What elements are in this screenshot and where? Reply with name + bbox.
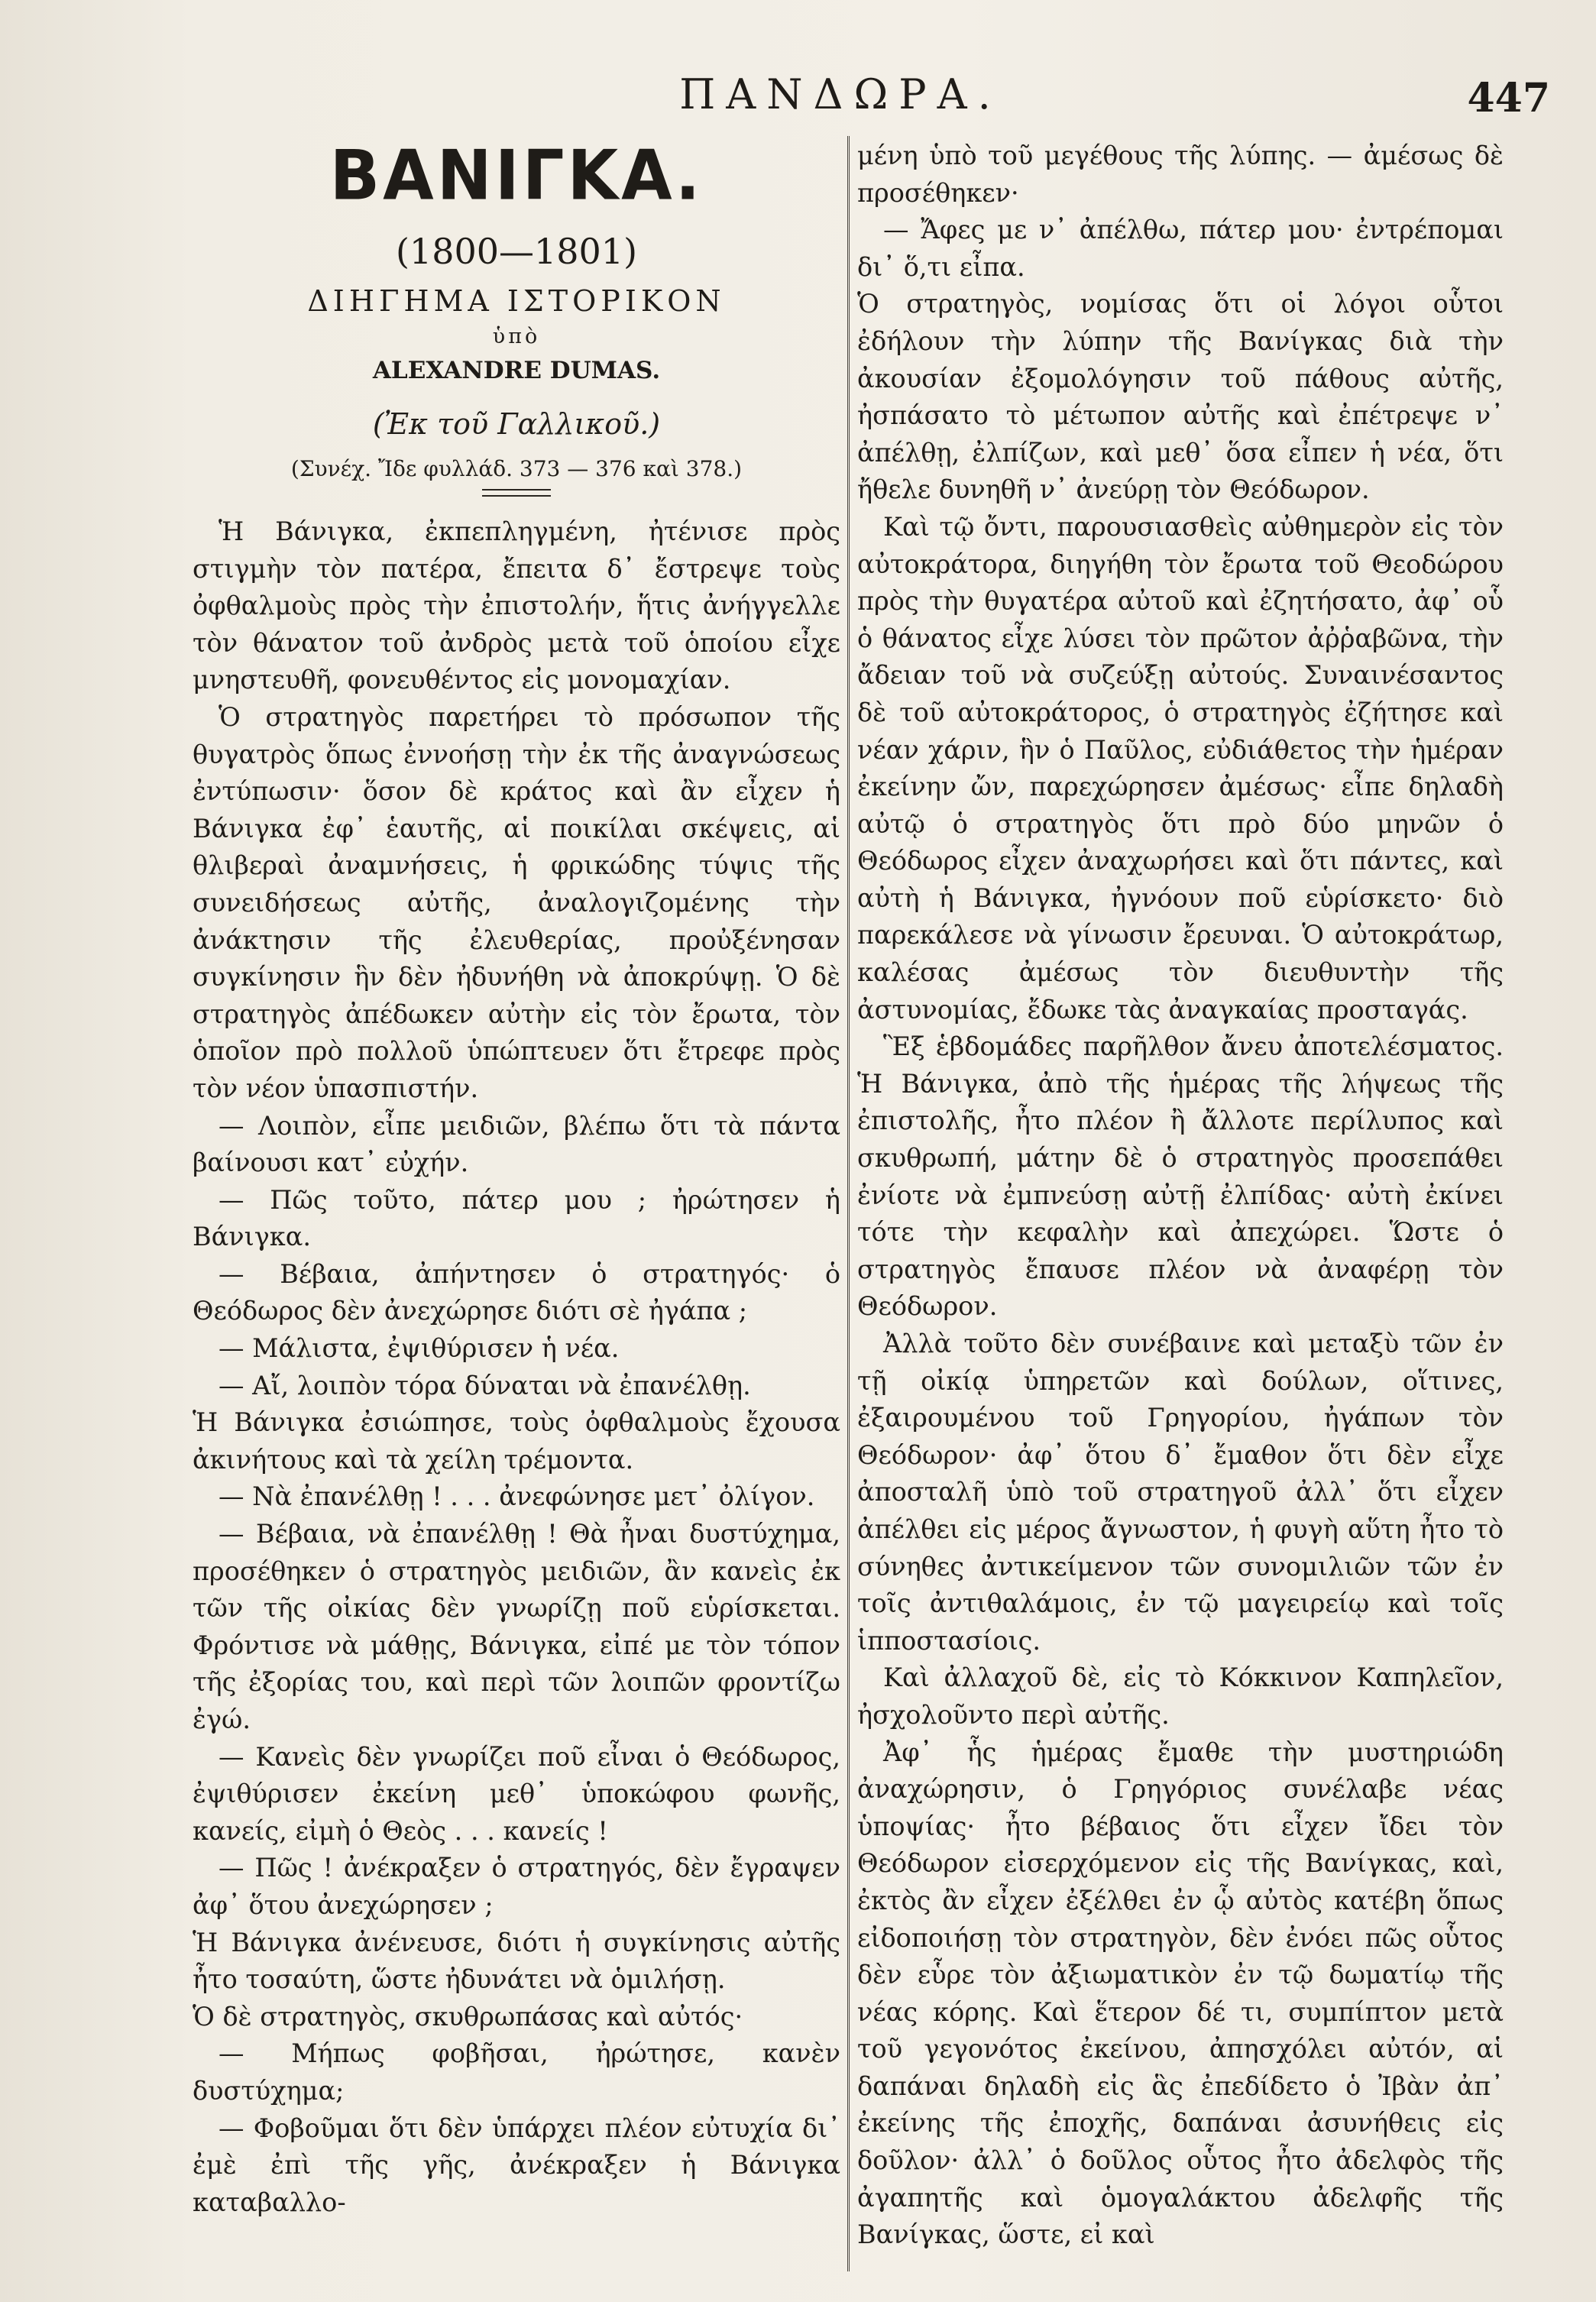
- paragraph: Ὁ στρατηγὸς παρετήρει τὸ πρόσωπον τῆς θυγατρὸς ὅπως ἐννοήσῃ τὴν ἐκ τῆς ἀναγνώσεως ἐντύπωσιν· ὅσον δὲ κράτος καὶ ἂν εἶχεν ἡ Βάνιγκα ἐφ᾽ ἑαυτῆς, αἱ ποικίλαι σκέψεις, αἱ θλιβεραὶ ἀναμνήσεις, ἡ φρικώδης τύψις τῆς συνειδήσεως αὐτῆς, ἀναλογιζομένης τὴν ἀνάκτησιν τῆς ἐλευθερίας, προὐξένησαν συγκίνησιν ἣν δὲν ἠδυνήθη νὰ ἀποκρύψῃ. Ὁ δὲ στρατηγὸς ἀπέδωκεν αὐτὴν εἰς τὸν ἔρωτα, τὸν ὁποῖον πρὸ πολλοῦ ὑπώπτευεν ὅτι ἔτρεφε πρὸς τὸν νέον ὑπασπιστήν.: [193, 701, 840, 1103]
- paragraph: Ἡ Βάνιγκα ἀνένευσε, διότι ἡ συγκίνησις αὐτῆς ἦτο τοσαύτη, ὥστε ἠδυνάτει νὰ ὁμιλήσῃ.: [193, 1927, 840, 1995]
- story-heading: [193, 135, 840, 497]
- dialogue-line: — Βέβαια, νὰ ἐπανέλθῃ ! Θὰ ἦναι δυστύχημα, προσέθηκεν ὁ στρατηγὸς μειδιῶν, ἂν κανεὶς ἐκ τῶν τῆς οἰκίας δὲν γνωρίζῃ ποῦ εὑρίσκεται. Φρόντισε νὰ μάθῃς, Βάνιγκα, εἰπέ με τὸν τόπον τῆς ἐξορίας του, καὶ περὶ τῶν λοιπῶν φροντίζω ἐγώ.: [193, 1519, 840, 1734]
- dialogue-line: — Φοβοῦμαι ὅτι δὲν ὑπάρχει πλέον εὐτυχία δι᾽ ἐμὲ ἐπὶ τῆς γῆς, ἀνέκραξεν ἡ Βάνιγκα καταβαλλο-: [193, 2113, 840, 2217]
- paragraph: μένη ὑπὸ τοῦ μεγέθους τῆς λύπης. — ἀμέσως δὲ προσέθηκεν·: [857, 141, 1504, 208]
- story-title: ΒΑΝΙΓΚΑ.: [329, 135, 704, 216]
- paragraph: Ἡ Βάνιγκα ἐσιώπησε, τοὺς ὀφθαλμοὺς ἔχουσα ἀκινήτους καὶ τὰ χείλη τρέμοντα.: [193, 1407, 840, 1475]
- running-title: ΠΑΝΔΩΡΑ.: [679, 70, 1002, 118]
- paragraph: Καὶ τῷ ὄντι, παρουσιασθεὶς αὐθημερὸν εἰς τὸν αὐτοκράτορα, διηγήθη τὸν ἔρωτα τοῦ Θεοδώρου πρὸς τὴν θυγατέρα αὐτοῦ καὶ ἐζητήσατο, ἀφ᾽ οὗ ὁ θάνατος εἶχε λύσει τὸν πρῶτον ἀῤῥαβῶνα, τὴν ἄδειαν τοῦ νὰ συζεύξῃ αὐτούς. Συναινέσαντος δὲ τοῦ αὐτοκράτορος, ὁ στρατηγὸς ἐζήτησε καὶ νέαν χάριν, ἣν ὁ Παῦλος, εὐδιάθετος τὴν ἡμέραν ἐκείνην ὤν, παρεχώρησεν ἀμέσως· εἶπε δηλαδὴ αὐτῷ ὁ στρατηγὸς ὅτι πρὸ δύο μηνῶν ὁ Θεόδωρος εἶχεν ἀναχωρήσει καὶ ὅτι πάντες, καὶ αὐτὴ ἡ Βάνιγκα, ἠγνόουν ποῦ εὑρίσκετο· διὸ παρεκάλεσε νὰ γίνωσιν ἔρευναι. Ὁ αὐτοκράτωρ, καλέσας ἀμέσως τὸν διευθυντὴν τῆς ἀστυνομίας, ἔδωκε τὰς ἀναγκαίας προσταγάς.: [857, 511, 1504, 1025]
- dialogue-line: — Πῶς τοῦτο, πάτερ μου ; ἠρώτησεν ἡ Βάνιγκα.: [193, 1184, 840, 1252]
- ornament-rule: [482, 489, 551, 497]
- paragraph: Ὁ δὲ στρατηγὸς, σκυθρωπάσας καὶ αὐτός·: [193, 2001, 743, 2032]
- story-continuation-note: (Συνέχ. Ἴδε φυλλάδ. 373 — 376 καὶ 378.): [290, 456, 743, 481]
- dialogue-line: — Μήπως φοβῆσαι, ἠρώτησε, κανὲν δυστύχημα;: [193, 2038, 840, 2106]
- story-genre: ΔΙΗΓΗΜΑ ΙΣΤΟΡΙΚΟΝ: [307, 284, 726, 318]
- dialogue-line: — Λοιπὸν, εἶπε μειδιῶν, βλέπω ὅτι τὰ πάντα βαίνουσι κατ᾽ εὐχήν.: [193, 1110, 840, 1178]
- story-years: (1800—1801): [395, 231, 638, 272]
- paragraph: Καὶ ἀλλαχοῦ δὲ, εἰς τὸ Κόκκινον Καπηλεῖον, ἠσχολοῦντο περὶ αὐτῆς.: [857, 1663, 1504, 1730]
- dialogue-line: — Βέβαια, ἀπήντησεν ὁ στρατηγός· ὁ Θεόδωρος δὲν ἀνεχώρησε διότι σὲ ἠγάπα ;: [193, 1258, 840, 1326]
- story-source: (Ἐκ τοῦ Γαλλικοῦ.): [372, 407, 661, 441]
- story-author: ALEXANDRE DUMAS.: [372, 357, 661, 384]
- paragraph: Ὁ στρατηγὸς, νομίσας ὅτι οἱ λόγοι οὗτοι ἐδήλουν τὴν λύπην τῆς Βανίγκας διὰ τὴν ἀκουσίαν ἐξομολόγησιν τοῦ πάθους αὐτῆς, ἠσπάσατο τὸ μέτωπον αὐτῆς καὶ ἐπέτρεψε ν᾽ ἀπέλθῃ, ἐλπίζων, καὶ μεθ᾽ ὅσα εἶπεν ἡ νέα, ὅτι ἤθελε δυνηθῆ ν᾽ ἀνεύρῃ τὸν Θεόδωρον.: [857, 289, 1504, 505]
- dialogue-line: — Πῶς ! ἀνέκραξεν ὁ στρατηγός, δὲν ἔγραψεν ἀφ᾽ ὅτου ἀνεχώρησεν ;: [193, 1853, 840, 1920]
- dialogue-line: — Κανεὶς δὲν γνωρίζει ποῦ εἶναι ὁ Θεόδωρος, ἐψιθύρισεν ἐκείνη μεθ᾽ ὑποκώφου φωνῆς, κανείς, εἰμὴ ὁ Θεὸς . . . κανείς !: [193, 1741, 840, 1846]
- column-divider: [847, 136, 850, 2271]
- paragraph: Ἓξ ἑβδομάδες παρῆλθον ἄνευ ἀποτελέσματος. Ἡ Βάνιγκα, ἀπὸ τῆς ἡμέρας τῆς λήψεως τῆς ἐπιστολῆς, ἦτο πλέον ἢ ἄλλοτε περίλυπος καὶ σκυθρωπή, μάτην δὲ ὁ στρατηγὸς προσεπάθει ἐνίοτε νὰ ἐμπνεύσῃ αὐτῇ ἐλπίδας· αὐτὴ ἐκίνει τότε τὴν κεφαλὴν καὶ ἀπεχώρει. Ὥστε ὁ στρατηγὸς ἔπαυσε πλέον νὰ ἀναφέρῃ τὸν Θεόδωρον.: [857, 1031, 1504, 1322]
- dialogue-line: — Ἄφες με ν᾽ ἀπέλθω, πάτερ μου· ἐντρέπομαι δι᾽ ὅ,τι εἶπα.: [857, 215, 1504, 282]
- story-byline-prefix: ὑπὸ: [492, 325, 541, 348]
- paragraph: Ἀφ᾽ ἧς ἡμέρας ἔμαθε τὴν μυστηριώδη ἀναχώρησιν, ὁ Γρηγόριος συνέλαβε νέας ὑποψίας· ἦτο βέβαιος ὅτι εἶχεν ἴδει τὸν Θεόδωρον εἰσερχόμενον εἰς τῆς Βανίγκας, καὶ, ἐκτὸς ἂν εἶχεν ἐξέλθει ἐν ᾧ αὐτὸς κατέβη ὅπως εἰδοποιήσῃ τὸν στρατηγὸν, δὲν ἐνόει πῶς οὗτος δὲν εὗρε τὸν ἀξιωματικὸν ἐν τῷ δωματίῳ τῆς νέας κόρης. Καὶ ἕτερον δέ τι, συμπίπτον μετὰ τοῦ γεγονότος ἐκείνου, ἀπησχόλει αὐτόν, αἱ δαπάναι δηλαδὴ εἰς ἃς ἐπεδίδετο ὁ Ἰβὰν ἀπ᾽ ἐκείνης τῆς ἐποχῆς, δαπάναι ἀσυνήθεις εἰς δοῦλον· ἀλλ᾽ ὁ δοῦλος οὗτος ἦτο ἀδελφὸς τῆς ἀγαπητῆς καὶ ὁμογαλάκτου ἀδελφῆς τῆς Βανίγκας, ὥστε, εἰ καὶ: [857, 1737, 1504, 2250]
- left-column: [193, 135, 840, 2271]
- dialogue-line: — Αἴ, λοιπὸν τόρα δύναται νὰ ἐπανέλθῃ.: [219, 1370, 751, 1400]
- page-number: 447: [1467, 75, 1550, 121]
- paragraph: Ἀλλὰ τοῦτο δὲν συνέβαινε καὶ μεταξὺ τῶν ἐν τῇ οἰκίᾳ ὑπηρετῶν καὶ δούλων, οἵτινες, ἐξαιρουμένου τοῦ Γρηγορίου, ἠγάπων τὸν Θεόδωρον· ἀφ᾽ ὅτου δ᾽ ἔμαθον ὅτι δὲν εἶχε ἀποσταλῆ ὑπὸ τοῦ στρατηγοῦ ἀλλ᾽ ὅτι εἶχεν ἀπέλθει εἰς μέρος ἄγνωστον, ἡ φυγὴ αὕτη ἦτο τὸ σύνηθες ἀντικείμενον τῶν συνομιλιῶν τῶν ἐν τοῖς ἀντιθαλάμοις, ἐν τῷ μαγειρείῳ καὶ τοῖς ἱπποστασίοις.: [857, 1329, 1504, 1656]
- dialogue-line: — Νὰ ἐπανέλθῃ ! . . . ἀνεφώνησε μετ᾽ ὀλίγον.: [219, 1481, 815, 1512]
- right-column: [857, 138, 1504, 2271]
- paragraph: Ἡ Βάνιγκα, ἐκπεπληγμένη, ἠτένισε πρὸς στιγμὴν τὸν πατέρα, ἔπειτα δ᾽ ἔστρεψε τοὺς ὀφθαλμοὺς πρὸς τὴν ἐπιστολήν, ἥτις ἀνήγγελλε τὸν θάνατον τοῦ ἀνδρὸς μετὰ τοῦ ὁποίου εἶχε μνηστευθῆ, φονευθέντος εἰς μονομαχίαν.: [193, 516, 840, 695]
- dialogue-line: — Μάλιστα, ἐψιθύρισεν ἡ νέα.: [219, 1333, 620, 1364]
